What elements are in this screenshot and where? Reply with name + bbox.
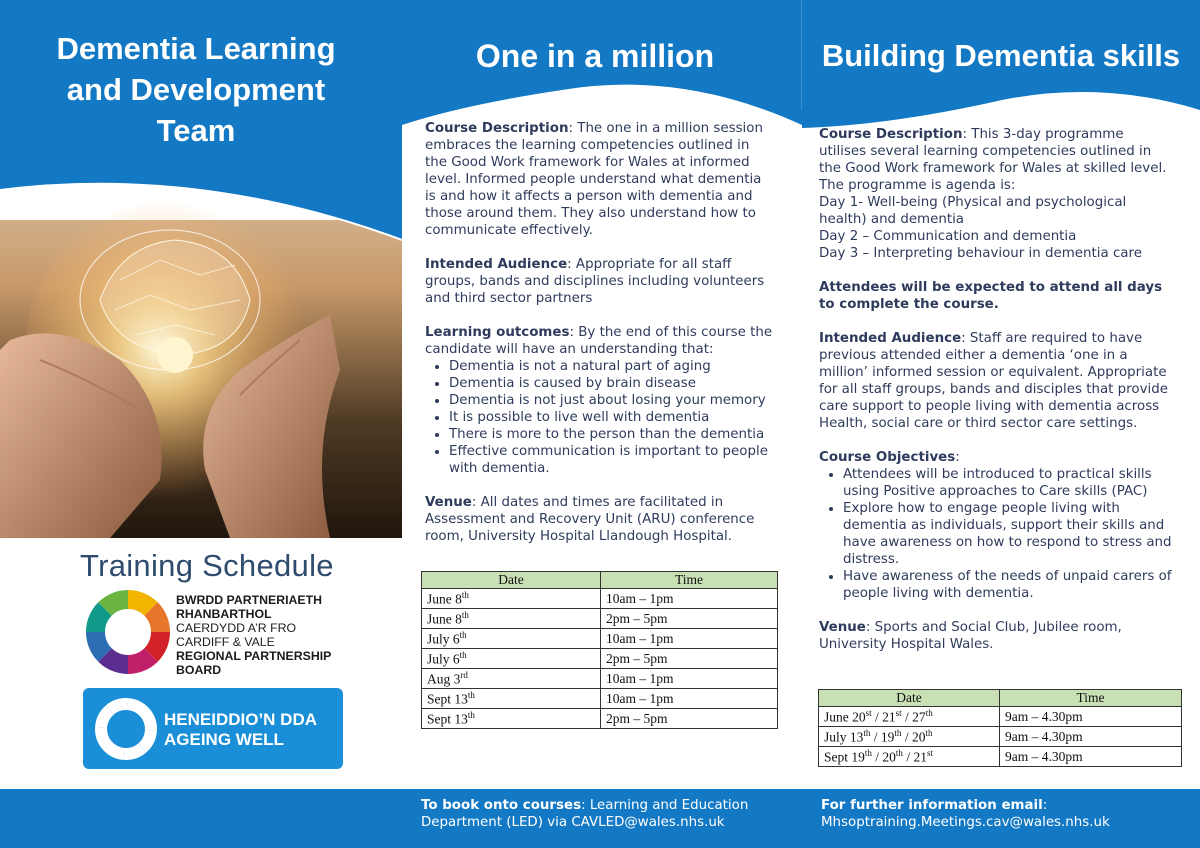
ageing-well-text [164, 710, 317, 750]
agenda-day-3: Day 3 – Interpreting behaviour in dementia care [819, 246, 1142, 261]
learning-outcomes [425, 324, 775, 358]
ageing-well-ring-icon [91, 694, 161, 764]
course-description [425, 120, 775, 239]
booking-info [421, 797, 781, 831]
date-text: June 8 [427, 591, 462, 607]
date-cell [819, 707, 1000, 727]
photo-bottom-edge [0, 538, 402, 540]
one-in-a-million-title: One in a million [475, 38, 715, 74]
logo-text-line: BWRDD PARTNERIAETH [176, 593, 322, 607]
date-text: / 21 [902, 749, 927, 765]
team-title-line: Team [156, 113, 236, 148]
date-suffix: th [461, 609, 469, 620]
objectives-list [819, 466, 1174, 602]
date-cell [422, 609, 601, 629]
date-suffix: th [467, 709, 475, 720]
table-row [819, 747, 1182, 767]
one-in-a-million-schedule-table [421, 571, 778, 729]
date-text: Sept 13 [427, 711, 468, 727]
time-header: Time [1000, 690, 1182, 707]
team-title [0, 28, 392, 151]
table-row [422, 629, 778, 649]
course-description-text: : The one in a million session embraces the learning competencies outlined in the Good Work framework for Wales at informed level. Informed people understand what dementia is and how it affects a person with dementia and those around them. They also understand how to communicate effectively. [425, 121, 763, 238]
audience-text: : Appropriate for all staff groups, bands and disciplines including volunteers and third sector partners [425, 257, 765, 306]
outcomes-intro: : By the end of this course the candidate will have an understanding that: [425, 325, 773, 357]
course-description-label: Course Description [819, 127, 963, 142]
time-cell: 2pm – 5pm [601, 609, 778, 629]
attendance-note: Attendees will be expected to attend all days to complete the course. [819, 280, 1163, 312]
time-cell: 2pm – 5pm [601, 649, 778, 669]
date-cell [422, 629, 601, 649]
date-suffix: th [459, 629, 467, 640]
list-item: • Attendees will be introduced to practical skills using Positive approaches to Care skills (PAC) [843, 466, 1174, 500]
date-header: Date [422, 572, 601, 589]
date-text: June 8 [427, 611, 462, 627]
ageing-well-line: AGEING WELL [164, 730, 284, 749]
objectives-suffix: : [955, 450, 960, 465]
booking-label: To book onto courses [421, 798, 582, 813]
list-item: • Explore how to engage people living with dementia as individuals, support their skills and have awareness on how to respond to stress and distress. [843, 500, 1174, 568]
date-suffix: th [925, 727, 933, 738]
team-title-line: and Development [66, 72, 326, 107]
partnership-ring-icon [84, 588, 172, 676]
date-text: Sept 19 [824, 749, 865, 765]
date-suffix: th [925, 707, 933, 718]
date-suffix: th [894, 727, 902, 738]
building-skills-body [819, 126, 1174, 670]
date-cell [422, 649, 601, 669]
date-text: June 20 [824, 709, 866, 725]
date-suffix: th [459, 649, 467, 660]
venue [425, 494, 775, 545]
list-item: • Dementia is not just about losing your memory [449, 392, 775, 409]
contact-email-link[interactable]: Mhsoptraining.Meetings.cav@wales.nhs.uk [821, 815, 1110, 830]
date-text: Sept 13 [427, 691, 468, 707]
building-skills-schedule-table [818, 689, 1182, 767]
logo-text-line: REGIONAL PARTNERSHIP [176, 649, 332, 663]
agenda-day-2: Day 2 – Communication and dementia [819, 229, 1077, 244]
time-cell: 10am – 1pm [601, 589, 778, 609]
date-cell [422, 709, 601, 729]
date-suffix: st [926, 747, 933, 758]
time-cell: 9am – 4.30pm [1000, 727, 1182, 747]
contact-label-line [821, 797, 1181, 814]
table-row [422, 669, 778, 689]
one-in-a-million-body [425, 120, 775, 562]
date-suffix: th [461, 589, 469, 600]
time-cell: 10am – 1pm [601, 669, 778, 689]
brain-in-hands-image [0, 150, 402, 538]
list-item: • Dementia is caused by brain disease [449, 375, 775, 392]
date-suffix: th [467, 689, 475, 700]
venue-label: Venue [425, 495, 472, 510]
date-text: Aug 3 [427, 671, 461, 687]
table-row [819, 727, 1182, 747]
agenda-intro: The programme is agenda is: [819, 178, 1016, 193]
date-cell [422, 689, 601, 709]
list-item: • Effective communication is important to people with dementia. [449, 443, 775, 477]
venue-label: Venue [819, 620, 866, 635]
audience-text: : Staff are required to have previous attended either a dementia ‘one in a million’ informed session or equivalent. Appropriate for all staff groups, bands and disciples that provide care support to people living with dementia across Health, social care or third sector care settings. [819, 331, 1168, 431]
list-item: • Dementia is not a natural part of aging [449, 358, 775, 375]
venue-text: : All dates and times are facilitated in Assessment and Recovery Unit (ARU) conference room, University Hospital Llandough Hospital. [425, 495, 755, 544]
date-cell [819, 747, 1000, 767]
date-suffix: th [864, 747, 872, 758]
date-text: July 6 [427, 631, 460, 647]
date-cell [422, 589, 601, 609]
venue [819, 619, 1174, 653]
table-header-row [422, 572, 778, 589]
time-header: Time [601, 572, 778, 589]
table-header-row [819, 690, 1182, 707]
agenda-day-1: Day 1- Well-being (Physical and psychological health) and dementia [819, 195, 1127, 227]
date-suffix: rd [460, 669, 468, 680]
date-text: / 20 [901, 729, 926, 745]
table-row [422, 709, 778, 729]
date-text: / 20 [871, 749, 896, 765]
contact-label: For further information email [821, 798, 1043, 813]
list-item: • There is more to the person than the dementia [449, 426, 775, 443]
time-cell: 2pm – 5pm [601, 709, 778, 729]
table-row [422, 589, 778, 609]
table-row [422, 649, 778, 669]
date-text: / 27 [901, 709, 926, 725]
date-cell [819, 727, 1000, 747]
building-skills-title: Building Dementia skills [821, 38, 1181, 73]
audience-label: Intended Audience [425, 257, 568, 272]
outcomes-label: Learning outcomes [425, 325, 570, 340]
objectives-label: Course Objectives [819, 450, 956, 465]
intended-audience [819, 330, 1174, 432]
team-title-line: Dementia Learning [56, 31, 336, 66]
logo-text-line: CARDIFF & VALE [176, 635, 275, 649]
course-objectives [819, 449, 1174, 466]
list-item: • Have awareness of the needs of unpaid carers of people living with dementia. [843, 568, 1174, 602]
date-text: July 13 [824, 729, 864, 745]
time-cell: 9am – 4.30pm [1000, 707, 1182, 727]
date-text: July 6 [427, 651, 460, 667]
contact-info [821, 797, 1181, 831]
training-schedule-heading: Training Schedule [80, 548, 334, 583]
date-header: Date [819, 690, 1000, 707]
course-description-label: Course Description [425, 121, 569, 136]
table-row [819, 707, 1182, 727]
time-cell: 9am – 4.30pm [1000, 747, 1182, 767]
booking-text: : Learning and Education Department (LED) via CAVLED@wales.nhs.uk [421, 798, 749, 830]
time-cell: 10am – 1pm [601, 689, 778, 709]
table-row [422, 689, 778, 709]
date-suffix: th [863, 727, 871, 738]
date-suffix: th [895, 747, 903, 758]
course-description [819, 126, 1174, 177]
logo-text-line: CAERDYDD A’R FRO [176, 621, 297, 635]
contact-label-suffix: : [1042, 798, 1048, 813]
audience-label: Intended Audience [819, 331, 962, 346]
outcomes-list [425, 358, 775, 477]
date-text: / 21 [871, 709, 896, 725]
date-suffix: st [865, 707, 872, 718]
list-item: • It is possible to live well with dementia [449, 409, 775, 426]
logo-text-line: RHANBARTHOL [176, 607, 272, 621]
course-description-text: : This 3-day programme utilises several learning competencies outlined in the Good Work framework for Wales at skilled level. [819, 127, 1167, 176]
logo-text-line: BOARD [176, 663, 222, 677]
date-cell [422, 669, 601, 689]
venue-text: : Sports and Social Club, Jubilee room, University Hospital Wales. [819, 620, 1122, 652]
intended-audience [425, 256, 775, 307]
column-divider [801, 0, 802, 110]
date-text: / 19 [870, 729, 895, 745]
table-row [422, 609, 778, 629]
partnership-board-text [176, 593, 331, 677]
time-cell: 10am – 1pm [601, 629, 778, 649]
date-suffix: st [895, 707, 902, 718]
ageing-well-line: HENEIDDIO’N DDA [164, 710, 318, 729]
